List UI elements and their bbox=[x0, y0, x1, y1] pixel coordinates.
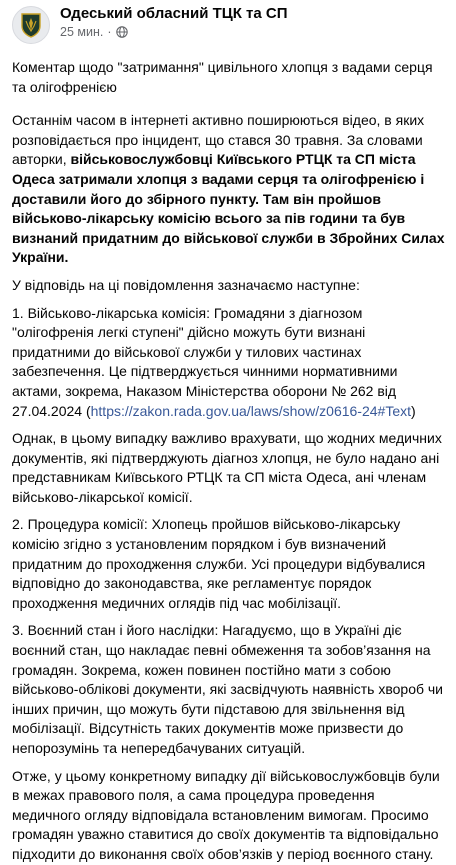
zakon-link[interactable]: https://zakon.rada.gov.ua/laws/show/z0616-24#Text bbox=[90, 402, 411, 419]
page-avatar[interactable] bbox=[12, 6, 50, 44]
post-meta bbox=[60, 24, 288, 40]
paragraph-response: У відповідь на ці повідомлення зазначаємо наступне: bbox=[12, 276, 360, 293]
post-time[interactable]: 25 мин. bbox=[60, 25, 104, 39]
emblem-icon bbox=[20, 12, 42, 38]
intro-text: Останнім часом в інтернеті активно поширюються відео, в яких розповідається про інцидент, що стався 30 травня. За словами авторки, bbox=[12, 112, 425, 168]
globe-icon bbox=[116, 26, 128, 38]
paragraph-documents: Однак, в цьому випадку важливо врахувати, що жодних медичних документів, які підтверджують діагноз хлопця, не було надано ані представникам Київського РТЦК та СП міста Одеса, ані членам військово-лікарської комісії. bbox=[12, 430, 442, 505]
post-heading: Коментар щодо "затримання" цивільного хлопця з вадами серця та олігофренією bbox=[12, 59, 433, 95]
paragraph-martial-law: 3. Воєнний стан і його наслідки: Нагадуємо, що в Україні діє воєнний стан, що накладає певні обмеження та зобов’язання на громадян. Зокрема, кожен повинен постійно мати з собою військово-облікові документи, які засвідчують наявність хвороб чи інших причин, що можуть бути підставою для звільнення від мобілізації. Відсутність таких документів може призвести до непорозумінь та непередбачуваних ситуацій. bbox=[12, 622, 443, 756]
commission-text: 1. Військово-лікарська комісія: Громадяни з діагнозом "олігофренія легкі ступені" дійсно можуть бути визнані придатними до військової служби у тилових частинах забезпечення. Це підтверджується чинними нормативними актами, зокрема, Наказом Міністерства оборони № 262 від 27.04.2024 ( bbox=[12, 304, 398, 419]
meta-separator: · bbox=[107, 25, 112, 39]
post-body bbox=[12, 58, 446, 865]
paragraph-commission bbox=[12, 304, 446, 422]
paragraph-conclusion: Отже, у цьому конкретному випадку дії військовослужбовців були в межах правового поля, а сама процедура проведення медичного огляду відповідала встановленим вимогам. Просимо громадян уважно ставитися до своїх документів та відповідально підходити до виконання своїх обов’язків у період воєнного стану. bbox=[12, 767, 440, 862]
post-header bbox=[12, 0, 446, 52]
intro-bold-text: військовослужбовці Київського РТЦК та СП міста Одеса затримали хлопця з вадами серця та олігофренією і доставили його до збірного пункту. Там він пройшов військово-лікарську комісію всього за пів години та був визнаний придатним до військової служби в Збройних Силах України. bbox=[12, 151, 445, 266]
author-name[interactable]: Одеський обласний ТЦК та СП bbox=[60, 5, 288, 22]
commission-text-end: ) bbox=[411, 402, 416, 419]
paragraph-intro bbox=[12, 111, 446, 268]
paragraph-procedure: 2. Процедура комісії: Хлопець пройшов військово-лікарську комісію згідно з установленим порядком і був визначений придатним до проходження служби. Усі процедури відбувалися відповідно до законодавства, яке регламентує порядок проходження медичних оглядів під час мобілізації. bbox=[12, 516, 426, 611]
